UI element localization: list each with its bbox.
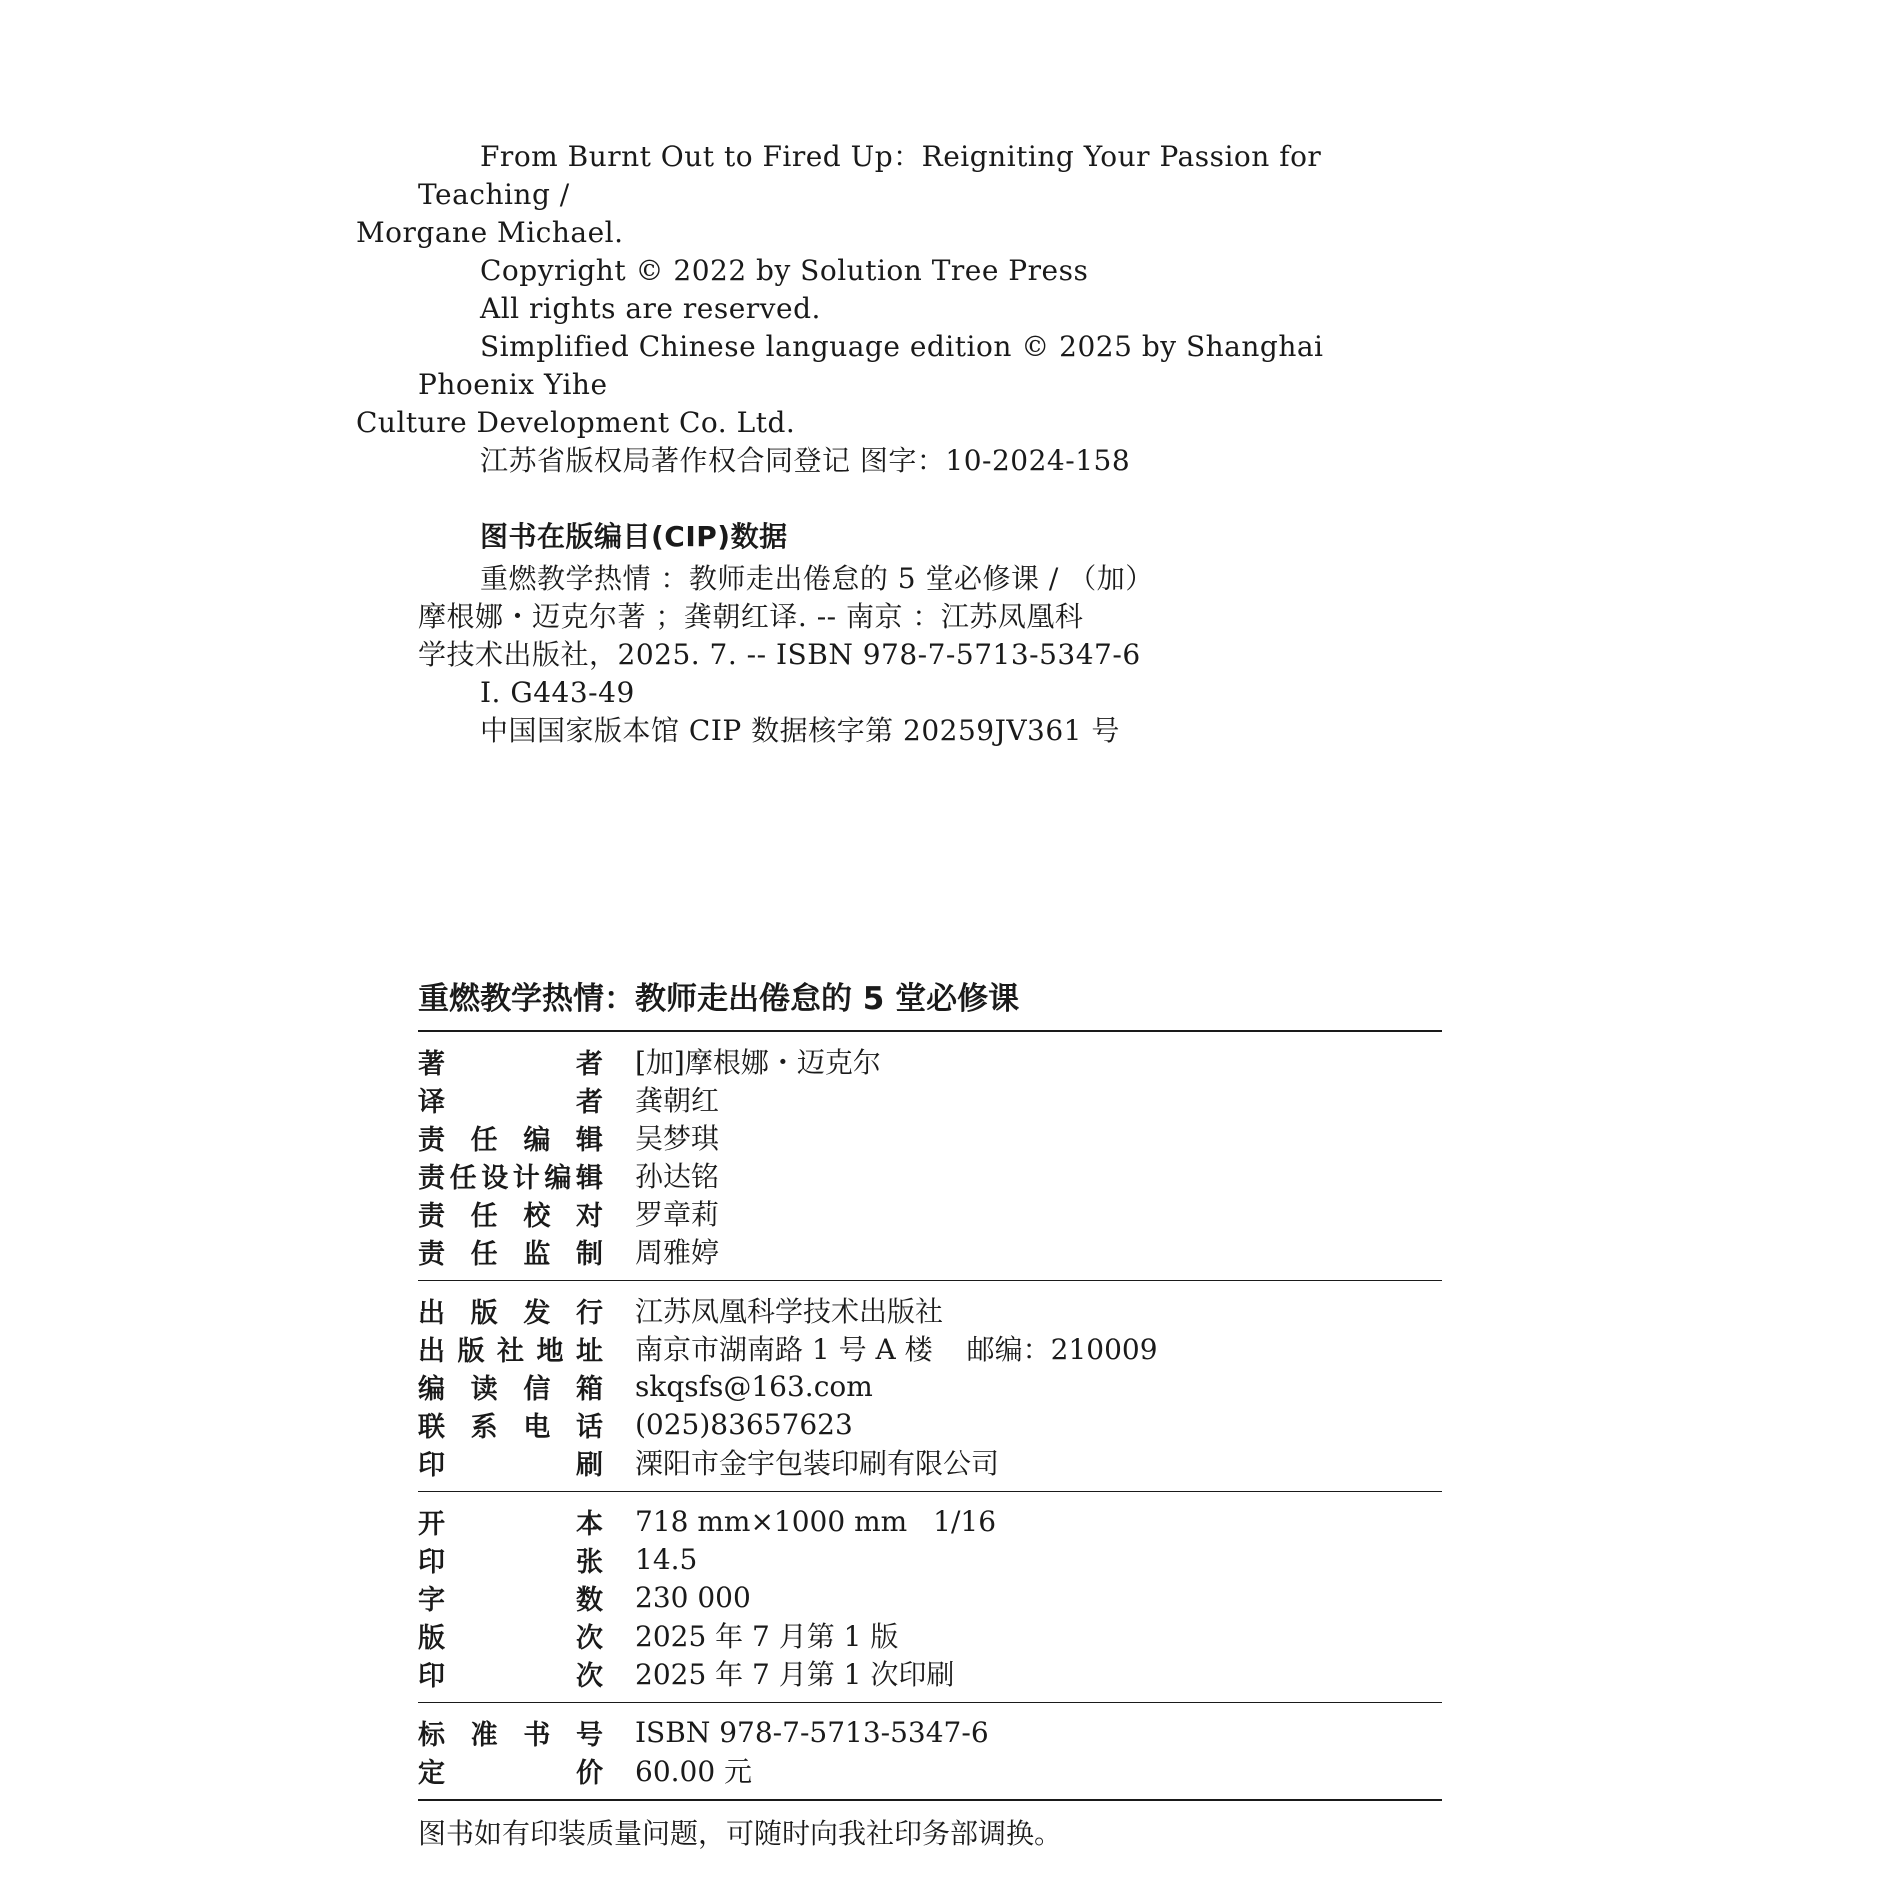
info-label: 著者 — [418, 1048, 603, 1080]
info-label: 印次 — [418, 1660, 603, 1692]
postal-code-text: 邮编：210009 — [966, 1333, 1158, 1366]
format-fold-text: 1/16 — [933, 1504, 997, 1538]
info-label: 责任编辑 — [418, 1124, 603, 1156]
address-text: 南京市湖南路 1 号 A 楼 — [635, 1333, 933, 1366]
cip-record-number: 中国国家版本馆 CIP 数据核字第 20259JV361 号 — [480, 714, 1120, 747]
original-title-line-2: Morgane Michael. — [356, 216, 624, 249]
isbn-price-group — [418, 1703, 1442, 1801]
original-title-line-1: From Burnt Out to Fired Up：Reigniting Your Passion for Teaching / — [418, 140, 1322, 211]
info-row — [418, 1291, 1442, 1329]
chinese-edition-paragraph — [356, 328, 1438, 442]
info-row — [418, 1578, 1442, 1616]
info-value: 江苏凤凰科学技术出版社 — [635, 1295, 944, 1328]
cip-line-1: 重燃教学热情 ：教师走出倦怠的 5 堂必修课 / （加） — [480, 562, 1154, 595]
info-value: 2025 年 7 月第 1 版 — [635, 1620, 899, 1653]
info-row — [418, 1194, 1442, 1232]
info-value: 吴梦琪 — [635, 1122, 720, 1155]
original-title-paragraph — [356, 138, 1438, 252]
info-row — [418, 1502, 1442, 1540]
info-label: 联系电话 — [418, 1411, 603, 1443]
info-row — [418, 1118, 1442, 1156]
info-label: 标准书号 — [418, 1719, 603, 1751]
info-value — [635, 1505, 1442, 1538]
info-value: [加]摩根娜・迈克尔 — [635, 1046, 881, 1079]
contract-registration-line: 江苏省版权局著作权合同登记 图字：10-2024-158 — [480, 444, 1131, 477]
info-row — [418, 1080, 1442, 1118]
info-row — [418, 1540, 1442, 1578]
info-label: 编读信箱 — [418, 1373, 603, 1405]
cip-heading: 图书在版编目(CIP)数据 — [480, 520, 788, 553]
cip-body — [418, 560, 1438, 750]
info-label: 字数 — [418, 1584, 603, 1616]
info-label: 责任校对 — [418, 1200, 603, 1232]
info-label: 出版社地址 — [418, 1335, 603, 1367]
chinese-edition-line-1: Simplified Chinese language edition © 2025 by Shanghai Phoenix Yihe — [418, 330, 1324, 401]
credits-group — [418, 1032, 1442, 1281]
info-value: 14.5 — [635, 1542, 698, 1576]
info-row — [418, 1367, 1442, 1405]
info-row — [418, 1654, 1442, 1692]
info-row — [418, 1616, 1442, 1654]
cip-line-2: 摩根娜・迈克尔著 ；龚朝红译. -- 南京 ：江苏凤凰科 — [418, 600, 1084, 633]
info-value: skqsfs@163.com — [635, 1369, 873, 1403]
info-value: 溧阳市金宇包装印刷有限公司 — [635, 1447, 1000, 1480]
info-value: 周雅婷 — [635, 1236, 720, 1269]
publisher-group — [418, 1281, 1442, 1492]
info-value: 罗章莉 — [635, 1198, 720, 1231]
info-row — [418, 1232, 1442, 1270]
info-row — [418, 1156, 1442, 1194]
info-row — [418, 1751, 1442, 1789]
copyright-block — [356, 138, 1438, 750]
info-label: 印张 — [418, 1546, 603, 1578]
info-value: ISBN 978-7-5713-5347-6 — [635, 1715, 989, 1749]
format-group — [418, 1492, 1442, 1703]
quality-notice: 图书如有印装质量问题，可随时向我社印务部调换。 — [418, 1817, 1063, 1850]
info-label: 责任设计编辑 — [418, 1162, 603, 1194]
book-title: 重燃教学热情：教师走出倦怠的 5 堂必修课 — [418, 978, 1442, 1032]
info-label: 出版发行 — [418, 1297, 603, 1329]
info-value: 60.00 元 — [635, 1755, 753, 1788]
info-row — [418, 1713, 1442, 1751]
info-label: 责任监制 — [418, 1238, 603, 1270]
cip-classification: Ⅰ. G443-49 — [480, 676, 635, 709]
book-info-table — [418, 978, 1442, 1853]
info-value: (025)83657623 — [635, 1407, 853, 1441]
info-label: 开本 — [418, 1508, 603, 1540]
info-value — [635, 1328, 1442, 1368]
info-label: 印刷 — [418, 1449, 603, 1481]
info-value: 2025 年 7 月第 1 次印刷 — [635, 1658, 955, 1691]
info-row — [418, 1042, 1442, 1080]
info-row — [418, 1443, 1442, 1481]
info-label: 版次 — [418, 1622, 603, 1654]
rights-line: All rights are reserved. — [480, 292, 821, 325]
info-label: 定价 — [418, 1757, 603, 1789]
cip-line-3: 学技术出版社，2025. 7. -- ISBN 978-7-5713-5347-6 — [418, 638, 1141, 671]
info-value: 230 000 — [635, 1580, 751, 1614]
info-row — [418, 1329, 1442, 1367]
info-label: 译者 — [418, 1086, 603, 1118]
chinese-edition-line-2: Culture Development Co. Ltd. — [356, 406, 796, 439]
info-value: 龚朝红 — [635, 1084, 720, 1117]
format-size-text: 718 mm×1000 mm — [635, 1504, 908, 1538]
info-value: 孙达铭 — [635, 1160, 720, 1193]
copyright-line: Copyright © 2022 by Solution Tree Press — [480, 254, 1089, 287]
info-row — [418, 1405, 1442, 1443]
